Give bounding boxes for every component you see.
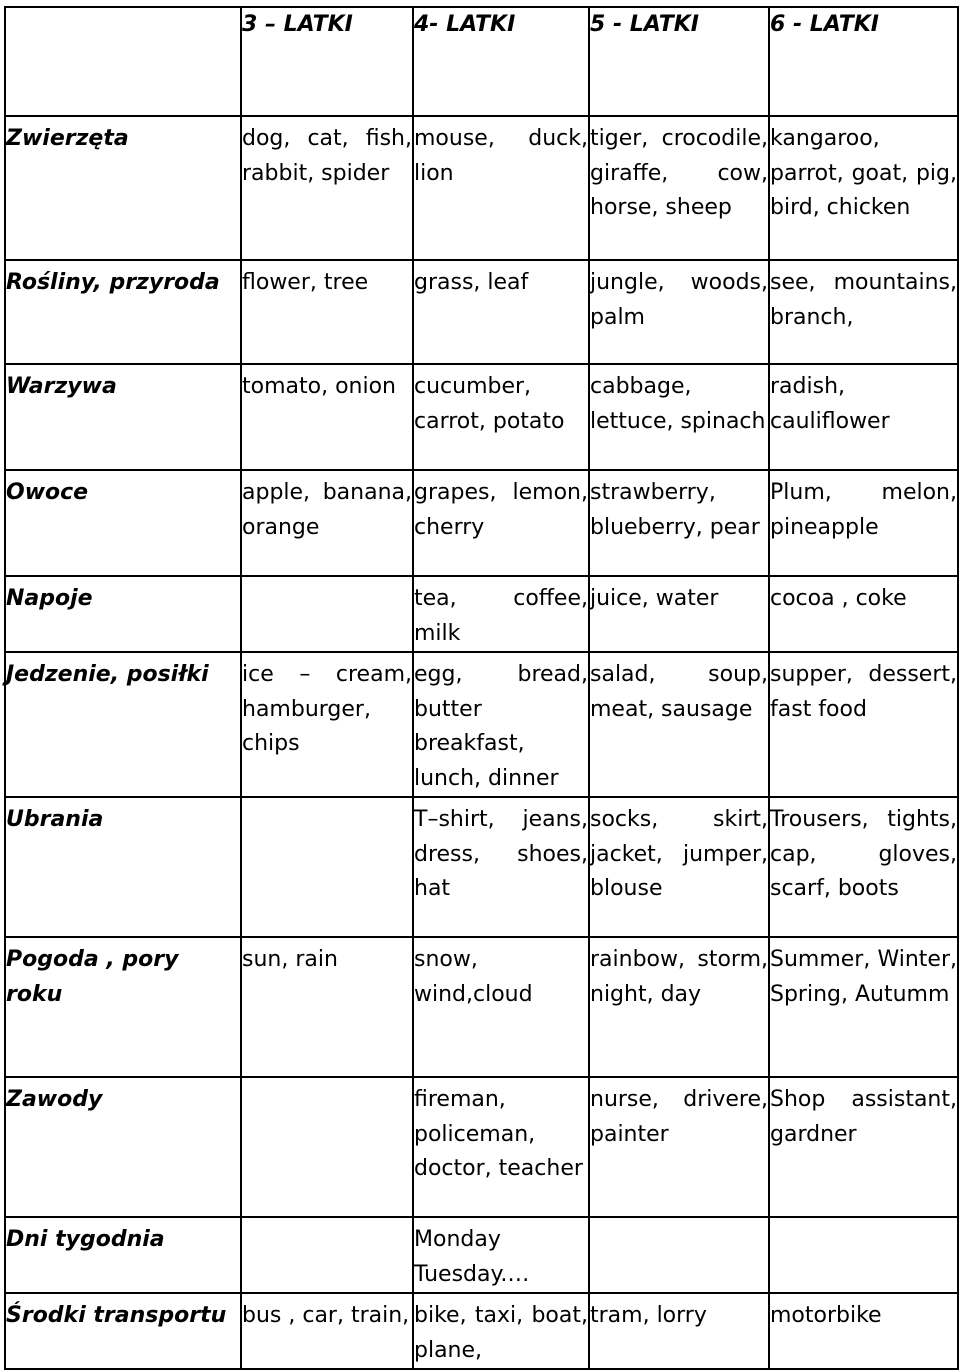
cell-age-3: ice – cream, hamburger, chips [241,652,413,797]
category-label: Środki transportu [5,1293,241,1369]
cell-age-3: tomato, onion [241,364,413,470]
category-label: Warzywa [5,364,241,470]
cell-age-3 [241,797,413,937]
cell-age-5: tram, lorry [589,1293,769,1369]
cell-age-3: dog, cat, fish, rabbit, spider [241,116,413,260]
cell-age-3 [241,1217,413,1293]
table-row [5,797,958,937]
cell-age-5: jungle, woods, palm [589,260,769,364]
category-label: Rośliny, przyroda [5,260,241,364]
cell-age-6: supper, dessert, fast food [769,652,958,797]
cell-age-5: rainbow, storm, night, day [589,937,769,1077]
cell-age-4: cucumber, carrot, potato [413,364,589,470]
cell-age-6: kangaroo, parrot, goat, pig, bird, chicken [769,116,958,260]
cell-age-4: bike, taxi, boat, plane, [413,1293,589,1369]
cell-age-4: tea, coffee, milk [413,576,589,652]
table-header-row [5,7,958,116]
cell-age-4: egg, bread, butter breakfast, lunch, dinner [413,652,589,797]
category-label: Jedzenie, posiłki [5,652,241,797]
category-label: Pogoda , pory roku [5,937,241,1077]
cell-age-6: cocoa , coke [769,576,958,652]
cell-age-4: T–shirt, jeans, dress, shoes, hat [413,797,589,937]
cell-age-4: mouse, duck, lion [413,116,589,260]
category-label: Zwierzęta [5,116,241,260]
vocabulary-table [4,6,959,1370]
cell-age-6: radish, cauliflower [769,364,958,470]
cell-age-4: grass, leaf [413,260,589,364]
table-row [5,652,958,797]
table-row [5,470,958,576]
cell-age-4: grapes, lemon, cherry [413,470,589,576]
cell-age-5: salad, soup, meat, sausage [589,652,769,797]
table-row [5,1217,958,1293]
cell-age-3: sun, rain [241,937,413,1077]
cell-age-6: Trousers, tights, cap, gloves, scarf, boots [769,797,958,937]
cell-age-6 [769,1217,958,1293]
table-row [5,1077,958,1217]
header-age-6: 6 - LATKI [769,7,958,116]
header-age-5: 5 - LATKI [589,7,769,116]
header-age-3: 3 – LATKI [241,7,413,116]
cell-age-3: flower, tree [241,260,413,364]
header-age-4: 4- LATKI [413,7,589,116]
category-label: Napoje [5,576,241,652]
cell-age-5: strawberry, blueberry, pear [589,470,769,576]
cell-age-5: tiger, crocodile, giraffe, cow, horse, sheep [589,116,769,260]
category-label: Ubrania [5,797,241,937]
cell-age-6: motorbike [769,1293,958,1369]
cell-age-5: socks, skirt, jacket, jumper, blouse [589,797,769,937]
cell-age-3 [241,1077,413,1217]
cell-age-6: see, mountains, branch, [769,260,958,364]
category-label: Zawody [5,1077,241,1217]
cell-age-4: Monday Tuesday.… [413,1217,589,1293]
cell-age-3: apple, banana, orange [241,470,413,576]
cell-age-5: juice, water [589,576,769,652]
cell-age-5: cabbage, lettuce, spinach [589,364,769,470]
table-row [5,116,958,260]
cell-age-4: snow, wind,cloud [413,937,589,1077]
cell-age-3: bus , car, train, [241,1293,413,1369]
table-row [5,364,958,470]
cell-age-5 [589,1217,769,1293]
cell-age-6: Shop assistant, gardner [769,1077,958,1217]
table-row [5,1293,958,1369]
cell-age-6: Summer, Winter, Spring, Autumm [769,937,958,1077]
cell-age-4: fireman, policeman, doctor, teacher [413,1077,589,1217]
table-row [5,260,958,364]
corner-cell [5,7,241,116]
cell-age-6: Plum, melon, pineapple [769,470,958,576]
cell-age-5: nurse, drivere, painter [589,1077,769,1217]
table-row [5,937,958,1077]
table-row [5,576,958,652]
cell-age-3 [241,576,413,652]
category-label: Dni tygodnia [5,1217,241,1293]
category-label: Owoce [5,470,241,576]
